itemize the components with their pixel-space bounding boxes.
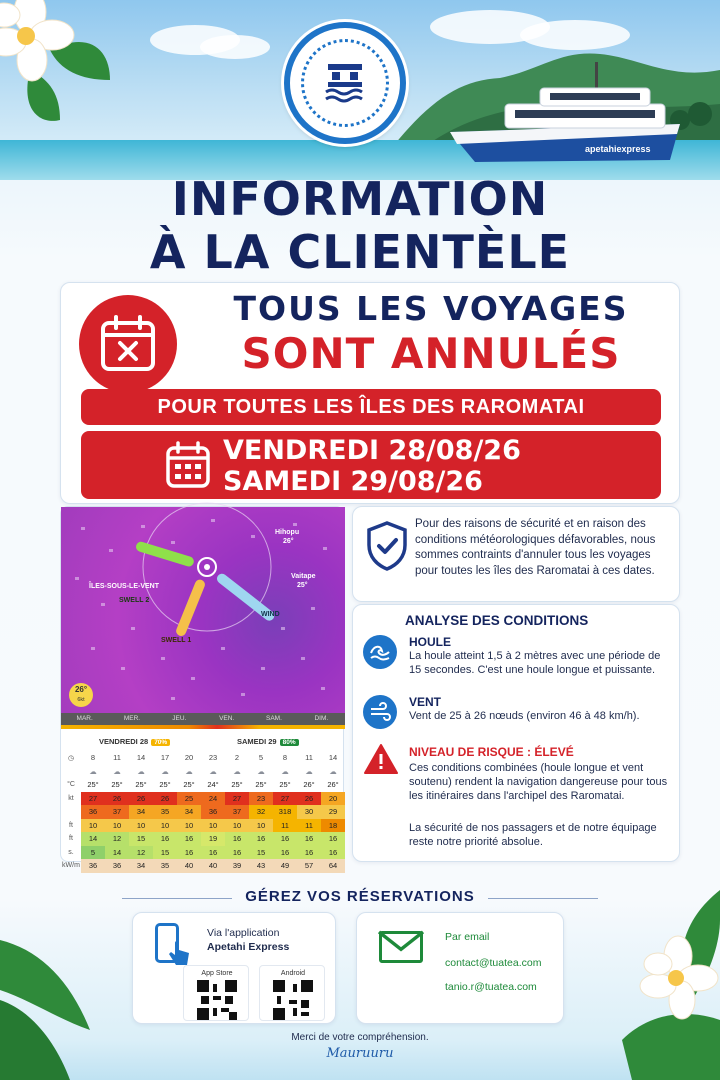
cloud-icon: ☁ [329, 766, 337, 776]
reservations-title: GÉREZ VOS RÉSERVATIONS [245, 888, 475, 905]
safety-notice-text: Pour des raisons de sécurité et en raison des conditions météorologiques défavorables, nous sommes contraints d'annuler tous les voyages pour toutes les îles des Raromatai à ces dates. [415, 518, 656, 577]
forecast-table [61, 731, 345, 873]
forecast-cell: 16 [177, 832, 201, 846]
email-label: Par email [445, 931, 490, 943]
forecast-cell: 30 [297, 805, 321, 819]
forecast-cell: 64 [321, 859, 345, 873]
forecast-hour: 11 [305, 753, 313, 763]
forecast-cell: 37 [105, 805, 129, 819]
forecast-unit: kW/m [62, 862, 80, 870]
day2-header: SAMEDI 29 80% [237, 737, 299, 746]
forecast-cell: 10 [129, 819, 153, 833]
forecast-cell: 25° [183, 780, 195, 790]
day1-header: VENDREDI 28 70% [99, 737, 170, 746]
forecast-cell: 12 [105, 832, 129, 846]
forecast-cell: 25° [279, 780, 291, 790]
day-label: MER. [123, 715, 141, 722]
forecast-cell: 26 [297, 792, 321, 806]
wind-text: Vent de 25 à 26 nœuds (environ 46 à 48 km/h). [409, 710, 640, 722]
forecast-cell: 36 [201, 805, 225, 819]
forecast-cell: 36 [105, 859, 129, 873]
forecast-row [61, 792, 345, 806]
forecast-row [61, 859, 345, 873]
day-label: DIM. [314, 715, 329, 722]
cloud-icon: ☁ [113, 766, 121, 776]
divider [488, 898, 598, 899]
day-timeline [61, 713, 345, 729]
forecast-cell: 10 [81, 819, 105, 833]
day-label: SAM. [266, 715, 282, 722]
day-label: JEU. [172, 715, 187, 722]
timeline-condition-bar [61, 725, 345, 729]
forecast-row [61, 819, 345, 833]
forecast-cell: 16 [201, 846, 225, 860]
forecast-table-header [61, 731, 345, 751]
forecast-cell: 25° [255, 780, 267, 790]
forecast-cell: 10 [177, 819, 201, 833]
conditions-analysis-card [352, 604, 680, 862]
forecast-cell: 18 [321, 819, 345, 833]
logo-emblem-icon [322, 60, 368, 106]
wave-icon [363, 635, 397, 669]
forecast-cell: 34 [129, 859, 153, 873]
map-label-wind: WIND [261, 611, 280, 618]
forecast-cell: 16 [225, 832, 249, 846]
forecast-cell: 15 [153, 846, 177, 860]
forecast-cell: 36 [81, 859, 105, 873]
forecast-cell: 25° [111, 780, 123, 790]
weather-forecast-panel [60, 506, 344, 870]
forecast-cell: 12 [129, 846, 153, 860]
forecast-cell: 34 [177, 805, 201, 819]
forecast-row [61, 805, 345, 819]
forecast-cell: 16 [273, 846, 297, 860]
forecast-cell: 34 [129, 805, 153, 819]
shield-check-icon [365, 521, 409, 571]
forecast-cell: 10 [249, 819, 273, 833]
day-label: MAR. [76, 715, 93, 722]
cloud-icon: ☁ [233, 766, 241, 776]
email-link-tanio[interactable]: tanio.r@tuatea.com [445, 981, 537, 993]
tap-hand-icon [167, 939, 191, 967]
forecast-cell: 15 [129, 832, 153, 846]
app-name: Apetahi Express [207, 941, 290, 953]
qr-code-icon [197, 980, 237, 1020]
cancel-date-2: SAMEDI 29/08/26 [223, 466, 483, 497]
wind-heading: VENT [409, 695, 442, 709]
map-label-swell2: SWELL 2 [119, 597, 150, 604]
forecast-cell: 15 [249, 846, 273, 860]
map-label-iles: ÎLES-SOUS-LE-VENT [89, 583, 160, 590]
forecast-cell: 35 [153, 859, 177, 873]
safety-priority-text: La sécurité de nos passagers et de notre équipage reste notre priorité absolue. [409, 822, 657, 848]
cloud-icon: ☁ [305, 766, 313, 776]
cloud-icon: ☁ [257, 766, 265, 776]
email-reservation-card [356, 912, 564, 1024]
ferry-name: apetahiexpress [585, 144, 651, 154]
forecast-cell: 26° [327, 780, 339, 790]
email-link-contact[interactable]: contact@tuatea.com [445, 957, 542, 969]
forecast-cell: 20 [321, 792, 345, 806]
clock-icon: ◷ [67, 754, 75, 762]
forecast-hour: 20 [184, 753, 194, 763]
forecast-cell: 26° [303, 780, 315, 790]
risk-text: Ces conditions combinées (houle longue et vent soutenu) rendent la navigation dangereuse pour tous les itinéraires dans l'archipel des Raromatai. [409, 762, 668, 802]
forecast-row [61, 846, 345, 860]
forecast-cell: 24 [201, 792, 225, 806]
forecast-cell: 37 [225, 805, 249, 819]
forecast-cell: 26 [153, 792, 177, 806]
forecast-cell: 10 [105, 819, 129, 833]
map-temp-vaitape: 25° [297, 582, 308, 589]
forecast-cell: 23 [249, 792, 273, 806]
forecast-cell: 10 [225, 819, 249, 833]
forecast-unit: kt [68, 794, 74, 802]
forecast-cell: 5 [81, 846, 105, 860]
map-label-hihopu: Hihopu [275, 529, 300, 536]
appstore-qr-link[interactable] [183, 965, 249, 1021]
forecast-row [61, 778, 345, 792]
warning-icon [363, 743, 399, 775]
forecast-unit: ft [69, 821, 73, 829]
page-title-line1: INFORMATION [171, 172, 549, 226]
map-label-swell1: SWELL 1 [161, 637, 192, 644]
swell-text: La houle atteint 1,5 à 2 mètres avec une période de 15 secondes. C'est une houle longue et puissante. [409, 650, 661, 676]
forecast-cell: 26 [129, 792, 153, 806]
forecast-cell: 29 [321, 805, 345, 819]
page-title-line2: À LA CLIENTÈLE [149, 225, 571, 279]
forecast-hour: 8 [282, 753, 288, 763]
forecast-cell: 25° [159, 780, 171, 790]
appstore-label: App Store [201, 970, 233, 977]
forecast-hours-row [61, 751, 345, 765]
swell-heading: HOULE [409, 635, 451, 649]
forecast-cell: 25° [87, 780, 99, 790]
forecast-hour: 2 [234, 753, 240, 763]
forecast-cell: 24° [207, 780, 219, 790]
safety-notice-card [352, 506, 680, 602]
app-reservation-card [132, 912, 336, 1024]
forecast-cell: 27 [273, 792, 297, 806]
android-qr-link[interactable] [259, 965, 325, 1021]
cancel-status: SONT ANNULÉS [241, 329, 621, 378]
thanks-text: Merci de votre compréhension. [291, 1032, 429, 1043]
ferry-illustration [445, 62, 690, 172]
forecast-unit: °C [67, 781, 75, 789]
forecast-cell: 10 [201, 819, 225, 833]
cloud-icon: ☁ [161, 766, 169, 776]
forecast-cell: 16 [321, 832, 345, 846]
cancel-dates-banner [81, 431, 661, 499]
forecast-cell: 318 [273, 805, 297, 819]
analysis-title: ANALYSE DES CONDITIONS [405, 613, 589, 628]
flower-decoration [0, 0, 120, 130]
company-logo [284, 22, 406, 144]
cancellation-card [60, 282, 680, 504]
forecast-cell: 10 [153, 819, 177, 833]
cloud-icon: ☁ [89, 766, 97, 776]
forecast-cell: 27 [225, 792, 249, 806]
calendar-cancel-icon [79, 295, 177, 393]
risk-heading: NIVEAU DE RISQUE : ÉLEVÉ [409, 745, 574, 759]
current-conditions-badge: 26° 6kt [69, 683, 93, 707]
forecast-cell: 57 [297, 859, 321, 873]
forecast-cell: 40 [201, 859, 225, 873]
map-label-vaitape: Vaitape [291, 573, 316, 580]
android-label: Android [280, 970, 306, 977]
forecast-hour: 14 [328, 753, 338, 763]
forecast-hour: 17 [160, 753, 170, 763]
forecast-cell: 26 [105, 792, 129, 806]
forecast-cell: 25° [231, 780, 243, 790]
forecast-cell: 27 [81, 792, 105, 806]
map-temp-hihopu: 26° [283, 538, 294, 545]
forecast-hour: 5 [258, 753, 264, 763]
forecast-cell: 16 [273, 832, 297, 846]
cloud-icon: ☁ [137, 766, 145, 776]
forecast-unit: ft [69, 835, 73, 843]
qr-code-icon [273, 980, 313, 1020]
forecast-row [61, 832, 345, 846]
wind-icon [363, 695, 397, 729]
hero-banner [0, 0, 720, 175]
cancel-scope-banner: POUR TOUTES LES ÎLES DES RAROMATAI [81, 389, 661, 425]
forecast-cell: 25° [135, 780, 147, 790]
forecast-cell: 49 [273, 859, 297, 873]
forecast-cell: 32 [249, 805, 273, 819]
forecast-cell: 36 [81, 805, 105, 819]
forecast-cell: 16 [249, 832, 273, 846]
forecast-hour: 8 [90, 753, 96, 763]
forecast-cell: 16 [225, 846, 249, 860]
cancel-headline: TOUS LES VOYAGES [233, 289, 629, 328]
forecast-cell: 14 [105, 846, 129, 860]
cloud-icon: ☁ [209, 766, 217, 776]
forecast-cell: 16 [153, 832, 177, 846]
cloud [200, 35, 270, 59]
cancel-date-1: VENDREDI 28/08/26 [223, 435, 521, 466]
forecast-hour: 23 [208, 753, 218, 763]
forecast-cell: 19 [201, 832, 225, 846]
wave-map [61, 507, 345, 713]
forecast-cell: 16 [177, 846, 201, 860]
forecast-cell: 14 [81, 832, 105, 846]
forecast-cell: 43 [249, 859, 273, 873]
day-label: VEN. [219, 715, 235, 722]
forecast-cell: 16 [321, 846, 345, 860]
calendar-icon [165, 441, 211, 489]
forecast-hour: 14 [136, 753, 146, 763]
forecast-cell: 40 [177, 859, 201, 873]
cloud-icon: ☁ [185, 766, 193, 776]
forecast-cell: 11 [297, 819, 321, 833]
wave-map-graphic [61, 507, 345, 713]
mauruuru-text: Mauruuru [326, 1046, 394, 1061]
forecast-weather-icons-row [61, 765, 345, 779]
forecast-cell: 11 [273, 819, 297, 833]
forecast-cell: 25 [177, 792, 201, 806]
forecast-cell: 35 [153, 805, 177, 819]
forecast-cell: 16 [297, 846, 321, 860]
envelope-icon [379, 931, 423, 963]
forecast-cell: 16 [297, 832, 321, 846]
forecast-hour: 11 [113, 753, 121, 763]
app-via-label: Via l'application [207, 927, 280, 939]
forecast-cell: 39 [225, 859, 249, 873]
cloud-icon: ☁ [281, 766, 289, 776]
forecast-unit: s. [68, 848, 74, 856]
